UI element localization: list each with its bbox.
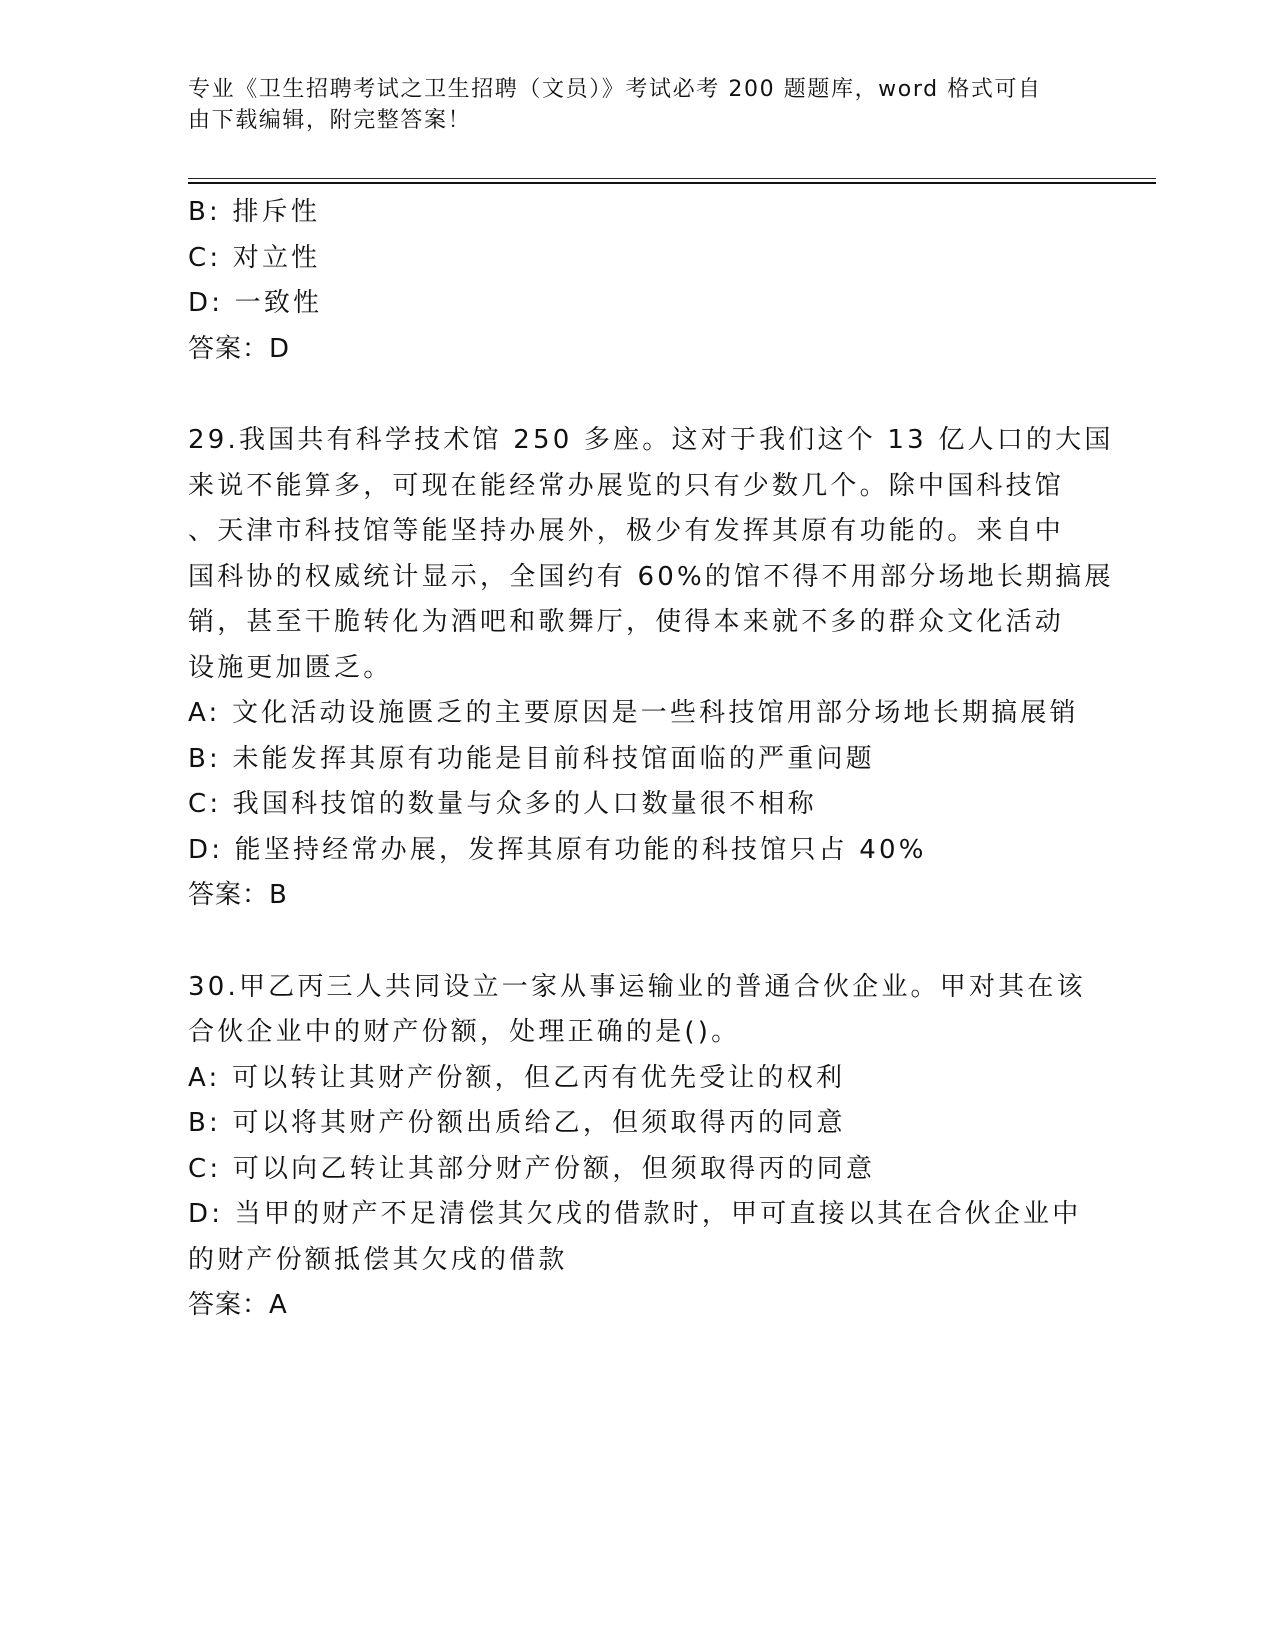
q29-stem-line: 来说不能算多，可现在能经常办展览的只有少数几个。除中国科技馆 [188, 470, 1065, 501]
question-30-block [188, 965, 1088, 1329]
q29-option-a: A: 文化活动设施匮乏的主要原因是一些科技馆用部分场地长期搞展销 [188, 698, 1079, 728]
q29-option-b: B: 未能发挥其原有功能是目前科技馆面临的严重问题 [188, 743, 875, 774]
q29-stem-line: 、天津市科技馆等能坚持办展外，极少有发挥其原有功能的。来自中 [188, 516, 1065, 546]
q29-stem-line: 29.我国共有科学技术馆 250 多座。这对于我们这个 13 亿人口的大国 [188, 425, 1114, 455]
q30-stem-line: 30.甲乙丙三人共同设立一家从事运输业的普通合伙企业。甲对其在该 [188, 971, 1086, 1002]
q29-stem-line: 设施更加匮乏。 [188, 652, 393, 683]
q29-answer: 答案：B [188, 880, 288, 910]
spacer [188, 919, 1088, 965]
header-line-2: 由下载编辑，附完整答案！ [188, 108, 472, 133]
q29-option-c: C: 我国科技馆的数量与众多的人口数量很不相称 [188, 789, 817, 819]
q29-stem-line: 销，甚至干脆转化为酒吧和歌舞厅，使得本来就不多的群众文化活动 [188, 607, 1065, 637]
q28-answer: 答案：D [188, 333, 291, 364]
q28-option-c: C: 对立性 [188, 242, 321, 273]
q30-option-c: C: 可以向乙转让其部分财产份额，但须取得丙的同意 [188, 1153, 876, 1184]
q30-option-b: B: 可以将其财产份额出质给乙，但须取得丙的同意 [188, 1108, 846, 1138]
header-divider-thick [188, 182, 1156, 184]
q30-stem-line: 合伙企业中的财产份额，处理正确的是()。 [188, 1017, 741, 1047]
q30-option-a: A: 可以转让其财产份额，但乙丙有优先受让的权利 [188, 1062, 846, 1093]
q30-option-d-line: 的财产份额抵偿其欠戌的借款 [188, 1244, 568, 1275]
header-line-1: 专业《卫生招聘考试之卫生招聘（文员）》考试必考 200 题题库，word 格式可自 [188, 77, 1042, 102]
question-28-block [188, 190, 1088, 372]
document-header [188, 74, 1068, 136]
q29-stem-line: 国科协的权威统计显示，全国约有 60%的馆不得不用部分场地长期搞展 [188, 561, 1114, 592]
q29-option-d: D: 能坚持经常办展，发挥其原有功能的科技馆只占 40% [188, 834, 927, 865]
spacer [188, 372, 1088, 418]
q30-answer: 答案：A [188, 1290, 288, 1320]
q30-option-d-line: D: 当甲的财产不足清偿其欠戌的借款时，甲可直接以其在合伙企业中 [188, 1199, 1082, 1229]
document-body [188, 190, 1114, 1329]
question-29-block [188, 418, 1114, 919]
header-divider-thin [188, 178, 1156, 179]
q28-option-b: B: 排斥性 [188, 197, 321, 227]
q28-option-d: D: 一致性 [188, 288, 323, 318]
